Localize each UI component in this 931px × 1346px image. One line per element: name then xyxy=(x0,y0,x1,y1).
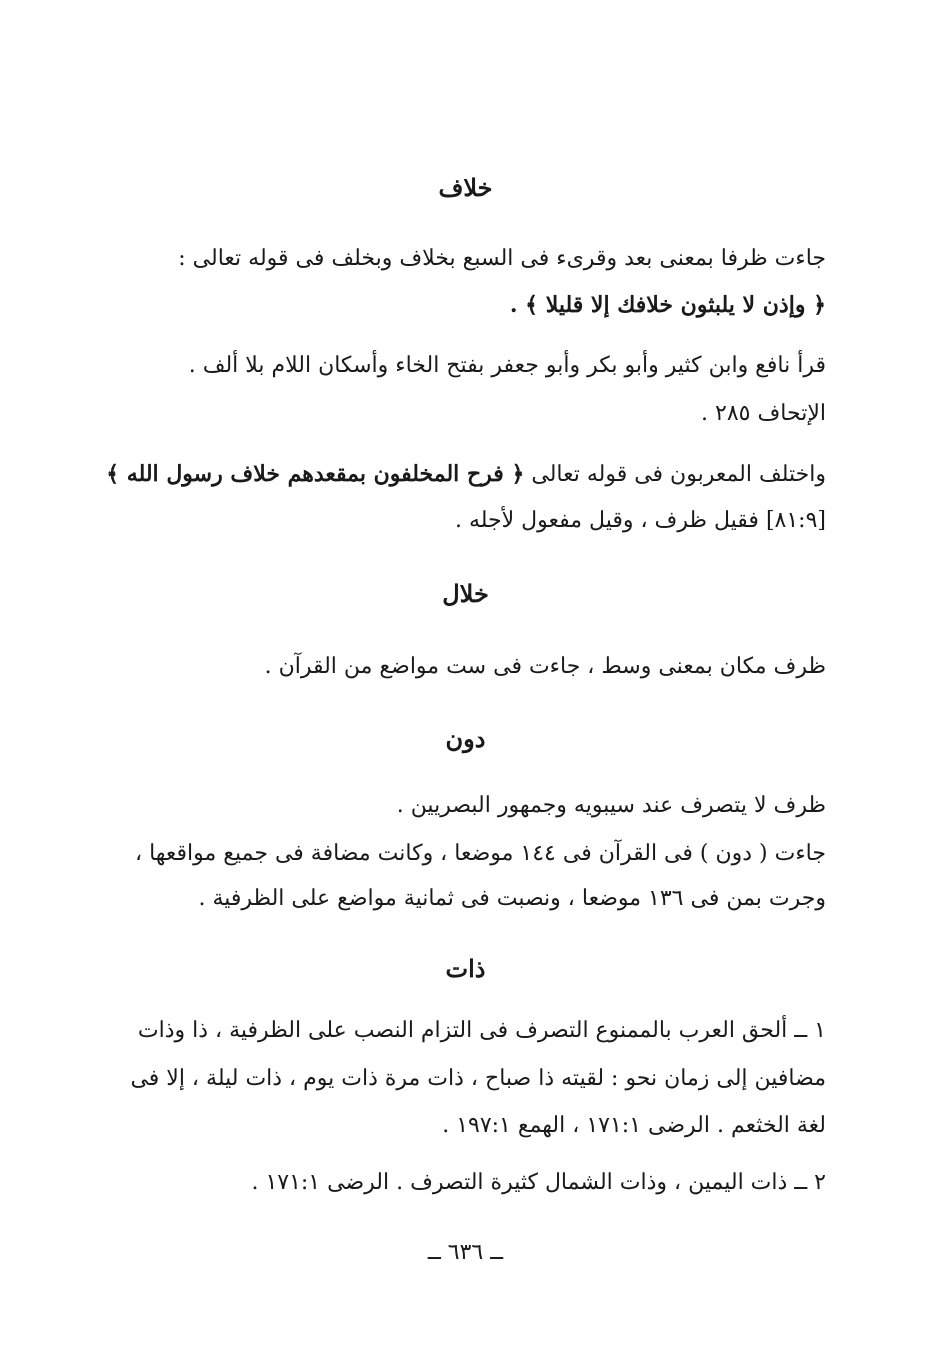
khilal-p1-line1: ظرف مكان بمعنى وسط ، جاءت فى ست مواضع من القرآن . xyxy=(264,654,826,679)
heading-dhat: ذات xyxy=(445,954,486,983)
khilaf-p3-intro: واختلف المعربون فى قوله تعالى xyxy=(524,462,826,487)
page-number: ــ ٦٣٦ ــ xyxy=(427,1240,504,1265)
khilaf-p1-line1: جاءت ظرفا بمعنى بعد وقرىء فى السبع بخلاف وبخلف فى قوله تعالى : xyxy=(178,246,826,271)
heading-khilal: خلال xyxy=(442,579,489,608)
heading-doon: دون xyxy=(445,724,486,753)
khilaf-p2-line1: قرأ نافع وابن كثير وأبو بكر وأبو جعفر بفتح الخاء وأسكان اللام بلا ألف . xyxy=(188,353,826,378)
khilaf-quran-verse-2: ﴿ فرح المخلفون بمقعدهم خلاف رسول الله ﴾ xyxy=(106,461,525,487)
dhat-p1-line3: لغة الخثعم . الرضى ١٧١:١ ، الهمع ١٩٧:١ . xyxy=(442,1113,826,1138)
dhat-p1-line1: ١ ــ ألحق العرب بالممنوع التصرف فى التزام النصب على الظرفية ، ذا وذات xyxy=(137,1018,826,1043)
doon-p2-line2: وجرت بمن فى ١٣٦ موضعا ، ونصبت فى ثمانية مواضع على الظرفية . xyxy=(198,886,826,911)
khilaf-quran-verse-1: ﴿ وإذن لا يلبثون خلافك إلا قليلا ﴾ . xyxy=(509,292,826,318)
doon-p2-line1: جاءت ( دون ) فى القرآن فى ١٤٤ موضعا ، وكانت مضافة فى جميع مواقعها ، xyxy=(134,841,826,866)
khilaf-p2-line2: الإتحاف ٢٨٥ . xyxy=(701,401,826,426)
dhat-p2-line1: ٢ ــ ذات اليمين ، وذات الشمال كثيرة التصرف . الرضى ١٧١:١ . xyxy=(251,1170,826,1195)
dhat-p1-line2: مضافين إلى زمان نحو : لقيته ذا صباح ، ذات مرة ذات يوم ، ذات ليلة ، إلا فى xyxy=(130,1066,826,1091)
heading-khilaf: خلاف xyxy=(438,173,493,202)
doon-p1-line1: ظرف لا يتصرف عند سيبويه وجمهور البصريين . xyxy=(396,793,826,818)
khilaf-p3-line1 xyxy=(106,463,826,486)
khilaf-p3-line2: [٨١:٩] فقيل ظرف ، وقيل مفعول لأجله . xyxy=(454,508,826,533)
